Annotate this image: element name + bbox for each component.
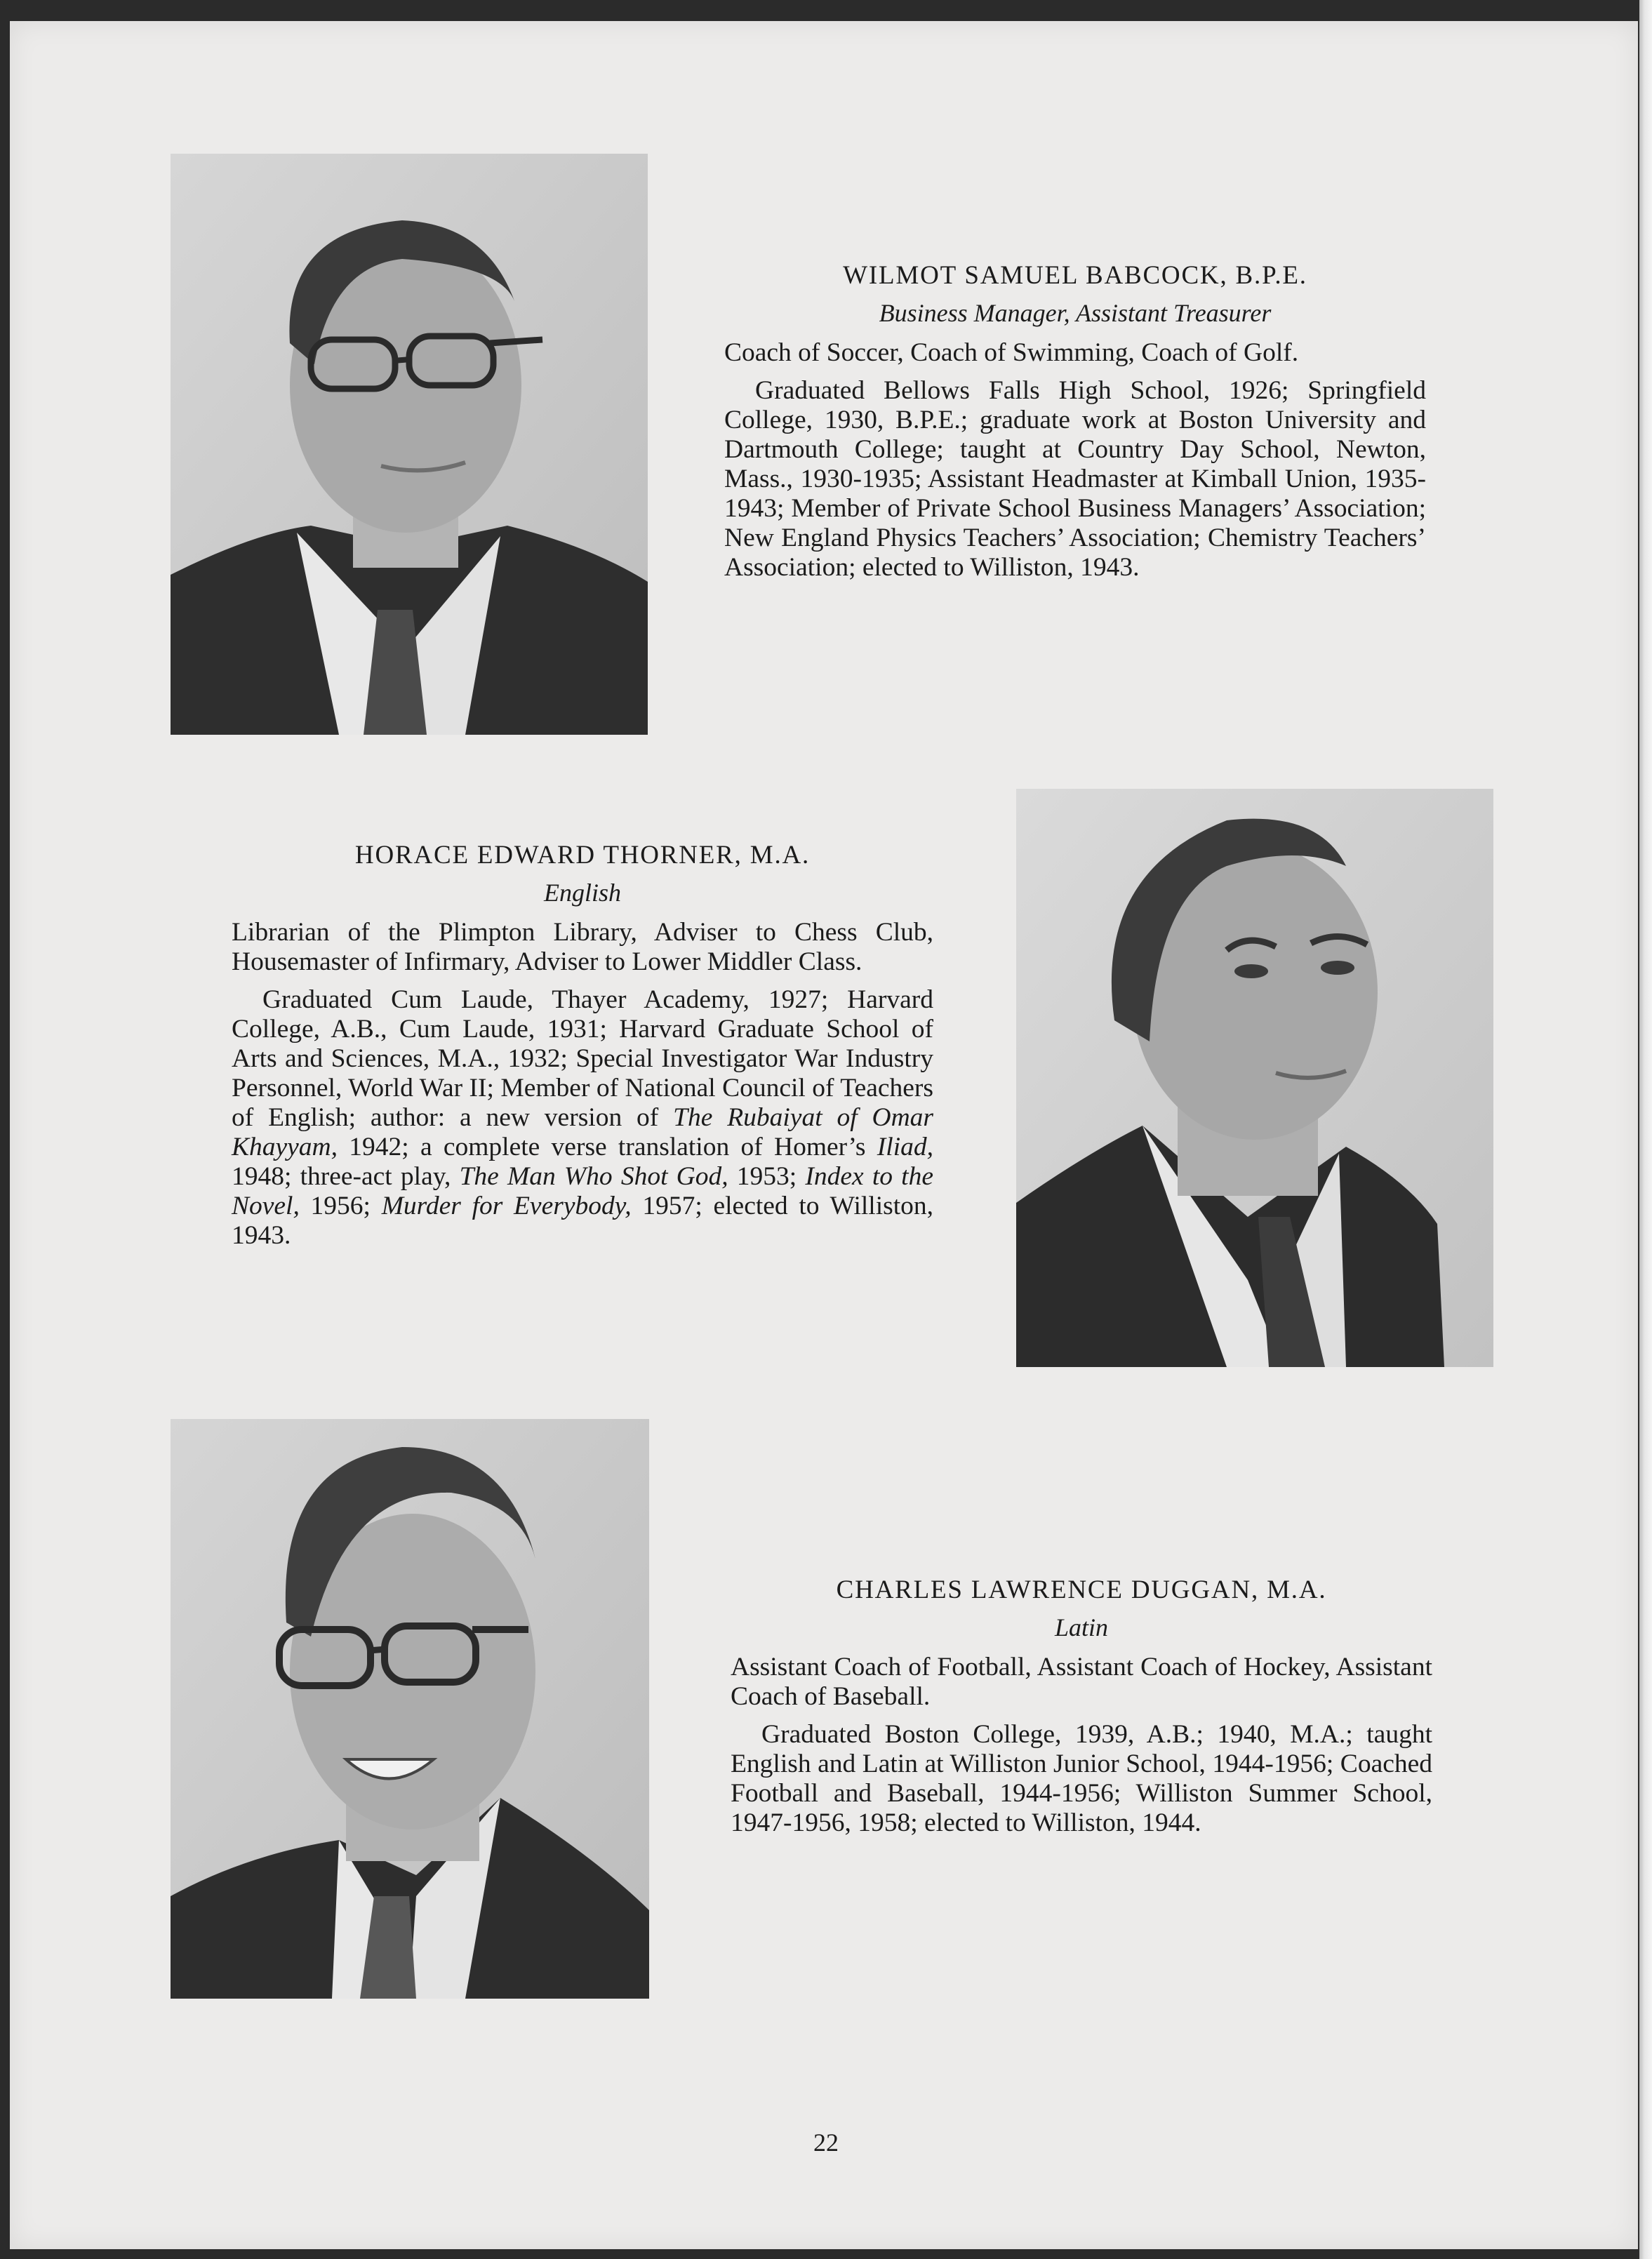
duties-text: Librarian of the Plimpton Library, Adviser to Chess Club, Housemaster of Infirmary, Adviser to Lower Middler Class. xyxy=(232,918,933,976)
duties-text: Coach of Soccer, Coach of Swimming, Coach of Golf. xyxy=(724,338,1299,367)
name-heading: CHARLES LAWRENCE DUGGAN, M.A. xyxy=(836,1575,1327,1604)
portrait-photo-thorner xyxy=(1016,789,1493,1367)
name-heading: HORACE EDWARD THORNER, M.A. xyxy=(354,841,811,869)
history-text: Graduated Bellows Falls High School, 1926; Springfield College, 1930, B.P.E.; graduate work at Boston University and Dartmouth College; taught at Country Day School, Newton, Mass., 1930-1935; Assistant Headmaster at Kimball Union, 1935-1943; Member of Private School Business Managers’ Association; New England Physics Teachers’ Association; Chemistry Teachers’ Association; elected to Williston, 1943. xyxy=(724,376,1426,582)
bio-babcock xyxy=(724,260,1426,582)
portrait-photo-babcock xyxy=(171,154,648,735)
duties-text: Assistant Coach of Football, Assistant Coach of Hockey, Assistant Coach of Baseball. xyxy=(731,1653,1432,1711)
portrait-duggan-image xyxy=(171,1419,649,1999)
department-title: English xyxy=(543,879,621,907)
portrait-thorner-image xyxy=(1016,789,1493,1367)
department-title: Latin xyxy=(1054,1613,1109,1641)
bio-duggan xyxy=(731,1574,1432,1838)
name-heading: WILMOT SAMUEL BABCOCK, B.P.E. xyxy=(843,261,1307,290)
department-title: Business Manager, Assistant Treasurer xyxy=(879,299,1272,327)
bio-thorner xyxy=(232,839,933,1251)
scan-edge xyxy=(1639,0,1652,2259)
history-text: Graduated Cum Laude, Thayer Academy, 1927; Harvard College, A.B., Cum Laude, 1931; Harvard Graduate School of Arts and Sciences, M.A., 1932; Special Investigator War Industry Personnel, World War II; Member of National Council of Teachers of English; author: a new version of The Rubaiyat of Omar Khayyam, 1942; a complete verse translation of Homer’s Iliad, 1948; three-act play, The Man Who Shot God, 1953; Index to the Novel, 1956; Murder for Everybody, 1957; elected to Williston, 1943. xyxy=(232,985,934,1250)
portrait-babcock-image xyxy=(171,154,648,735)
yearbook-page xyxy=(10,21,1638,2249)
history-text: Graduated Boston College, 1939, A.B.; 1940, M.A.; taught English and Latin at Williston Junior School, 1944-1956; Coached Football and Baseball, 1944-1956; Williston Summer School, 1947-1956, 1958; elected to Williston, 1944. xyxy=(731,1720,1432,1837)
portrait-photo-duggan xyxy=(171,1419,649,1999)
page-number: 22 xyxy=(813,2128,839,2157)
